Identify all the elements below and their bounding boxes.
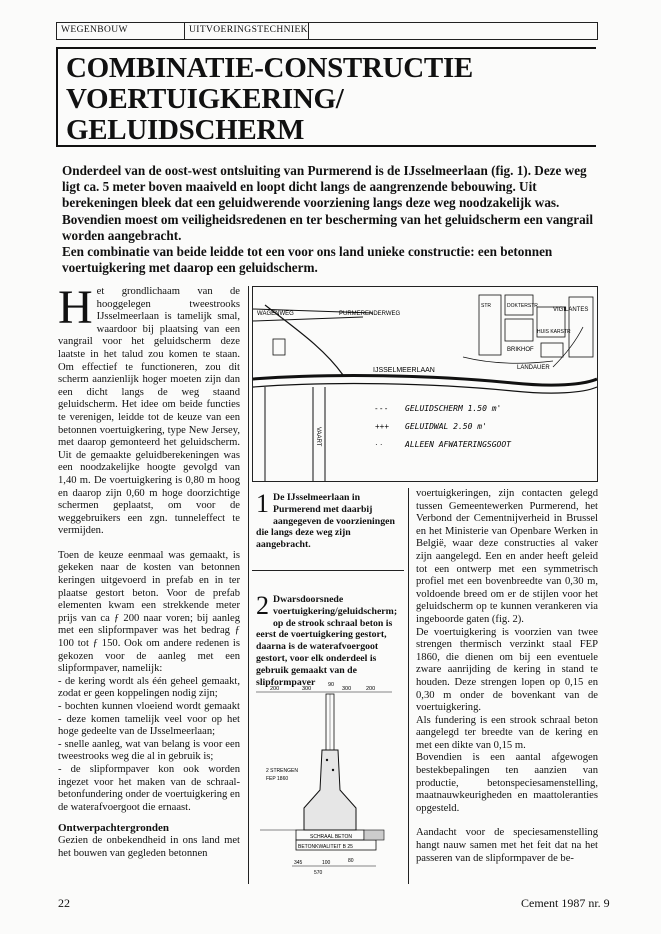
svg-text:200: 200: [366, 686, 376, 692]
body-paragraph-3: Gezien de onbekendheid in ons land met het bouwen van gegleden betonnen: [58, 834, 240, 859]
bullet-2: - bochten kunnen vloeiend wordt gemaakt - deze komen tamelijk veel voor op het hoge gedeelte van de IJsselmeerlaan;: [58, 701, 240, 738]
section-heading: Ontwerpachtergronden: [58, 822, 170, 835]
svg-text:BETONKWALITEIT B 25: BETONKWALITEIT B 25: [298, 844, 353, 850]
body-paragraph-1: Het grondlichaam van de hooggelegen tweestrooks IJsselmeerlaan is tamelijk smal, waardoor bij plaatsing van een vangrail voor het geluidscherm deze laatste in het talud zou komen te staan. Om effectief te functioneren, zou dit scherm aanzienlijk hoger moeten zijn dan een dicht langs de weg staand geluidscherm. Het idee om beide functies te verenigen, leidde tot de keuze van een betonnen voertuigkering, type New Jersey, met daarop gemonteerd het geluidscherm. Uit de gemaakte geluidberekeningen was een noodzakelijke hoogte gevolgd van 1,40 m. De voertuigkering is 0,80 m hoog en daarop zijn 0,60 m hoge doorzichtige schermen geplaatst, om voor de weggebruikers een zgn. tunneleffect te vermijden.: [58, 281, 240, 537]
drop-cap: H: [58, 281, 93, 334]
legend-3-symbol: · ·: [375, 440, 383, 449]
page-number: 22: [58, 896, 70, 910]
svg-text:300: 300: [302, 686, 312, 692]
map-label-brikhof: BRIKHOF: [507, 347, 534, 353]
map-label-huis-karstr: HUIS KARSTR: [537, 329, 571, 335]
intro-lead: [62, 163, 602, 276]
map-label-vaart: VAART: [315, 427, 321, 447]
journal-issue: Cement 1987 nr. 9: [521, 896, 610, 910]
bullet-1: - de kering wordt als één geheel gemaakt, zodat er geen koppelingen nodig zijn;: [58, 675, 240, 700]
map-label-purmerenderweg: PURMERENDERWEG: [339, 311, 401, 317]
section-tags: [56, 22, 598, 40]
intro-paragraph-1: Onderdeel van de oost-west ontsluiting van Purmerend is de IJsselmeerlaan (fig. 1). Deze weg ligt ca. 5 meter boven maaiveld en loopt dicht langs de aangrenzende bebouwing. Uit berekeningen bleek dat een geluidwerende voorziening langs deze weg noodzakelijk was. Bovendien moest om veiligheidsredenen en ter bescherming van het geluidscherm een vangrail worden aangebracht.: [62, 163, 594, 243]
tag-wegenbouw: WEGENBOUW: [57, 23, 185, 39]
map-drawing: [253, 287, 597, 481]
legend-2-symbol: +++: [375, 422, 390, 431]
column-left: [58, 281, 240, 860]
svg-text:90: 90: [328, 682, 335, 688]
figure-2-cross-section: [252, 680, 404, 880]
caption-separator: [252, 570, 404, 571]
svg-text:2 STRENGEN: 2 STRENGEN: [266, 768, 298, 774]
title-line-1: COMBINATIE-CONSTRUCTIE: [66, 52, 473, 84]
legend-3-text: ALLEEN AFWATERINGSGOOT: [405, 440, 511, 449]
figure-1-map: [252, 286, 598, 482]
svg-text:300: 300: [342, 686, 352, 692]
map-label-landauer: LANDAUER: [517, 365, 550, 371]
svg-text:345: 345: [294, 860, 303, 866]
intro-paragraph-2: Een combinatie van beide leidde tot een voor ons land unieke constructie: een betonnen voertuigkering met daarop een geluidscherm.: [62, 244, 553, 276]
column-divider-left: [248, 286, 249, 884]
svg-text:200: 200: [270, 686, 280, 692]
title-line-3: GELUIDSCHERM: [66, 114, 305, 146]
figure-2-caption: 2 Dwarsdoorsnede voertuigkering/geluidscherm; op de strook schraal beton is eerst de voertuigkering gestort, daarna is de waterafvoergoot gestort, voor elk onderdeel is gebruik gemaakt van de slipformpaver: [256, 591, 398, 688]
svg-text:570: 570: [314, 870, 323, 876]
svg-text:FEP 1860: FEP 1860: [266, 776, 289, 782]
map-label-ijsselmeerlaan: IJSSELMEERLAAN: [373, 367, 435, 374]
svg-text:SCHRAAL BETON: SCHRAAL BETON: [310, 834, 352, 840]
column-divider-right: [408, 488, 409, 884]
article-title: [56, 47, 596, 147]
svg-text:80: 80: [348, 858, 354, 864]
map-label-str: STR: [481, 303, 491, 309]
bullet-4: - de slipformpaver kon ook worden ingezet voor het maken van de schraal-betonfundering onder de voertuigkering en de waterafvoergoot die ernaast.: [58, 763, 240, 813]
bullet-3: - snelle aanleg, wat van belang is voor een tweestrooks weg die al in gebruik is;: [58, 738, 240, 763]
legend-2-text: GELUIDWAL 2.50 m': [405, 422, 487, 431]
body-paragraph-2: Toen de keuze eenmaal was gemaakt, is gekeken naar de kosten van betonnen keringen uitgevoerd in prefab en in ter plaatse gestort beton. Voor de prefab elementen kwam een strekkende meter prijs van ca ƒ 200 naar voren; bij aanleg met een slipformpaver was het bedrag ƒ 100 tot ƒ 150. Ook om andere redenen is gekozen voor de aanleg met een slipformpaver, namelijk:: [58, 549, 240, 675]
column-right: [416, 488, 598, 877]
col3-paragraph-4: Bovendien is een aantal afgewogen bestekbepalingen ten aanzien van productie, betonspeciesamenstelling, maatnauwkeurigheden en maattoleranties opgesteld.: [416, 752, 598, 814]
figure-1-caption: 1 De IJsselmeerlaan in Purmerend met daarbij aangegeven de voorzieningen die langs deze weg zijn aangebracht.: [256, 489, 395, 551]
map-label-wagenweg: WAGENWEG: [257, 311, 294, 317]
col3-paragraph-5: Aandacht voor de speciesamenstelling hangt nauw samen met het feit dat na het passeren van de slipformpaver de be-: [416, 827, 598, 864]
legend-1-symbol: - - -: [375, 404, 388, 413]
figure-2-number: 2: [256, 591, 269, 620]
col3-paragraph-2: De voertuigkering is voorzien van twee strengen thermisch verzinkt staal FEP 1860, die dienen om bij een eventuele zware aanrijding de kering in stand te houden. Deze strengen lopen op 0,15 en 0,30 m onder de bovenkant van de voertuigkering.: [416, 626, 598, 714]
title-line-2: VOERTUIGKERING/: [66, 83, 344, 115]
map-label-dokterstr: DOKTERSTR: [507, 303, 538, 309]
svg-text:100: 100: [322, 860, 331, 866]
legend-1-text: GELUIDSCHERM 1.50 m': [405, 404, 502, 413]
figure-1-number: 1: [256, 489, 269, 518]
map-label-vigilantes: VIGILANTES: [553, 307, 589, 313]
col3-paragraph-1: voertuigkeringen, zijn contacten gelegd tussen Gemeentewerken Purmerend, het Verbond der Cementnijverheid in Brussel en het Ministerie van Openbare Werken in België, waar deze constructies al vaker zijn aangelegd. Een en ander heeft geleid tot een ontwerp met een symmetrisch profiel met een bovenbreedte van 0,30 m, voldoende breed om er de stijlen voor het geluidscherm op te kunnen verankeren via ingeboorde gaten (fig. 2).: [416, 488, 598, 625]
cross-section-drawing: [252, 680, 404, 880]
col3-paragraph-3: Als fundering is een strook schraal beton aangelegd ter breedte van de kering en met een dikte van 0,15 m.: [416, 714, 598, 751]
tag-uitvoeringstechniek: UITVOERINGSTECHNIEK: [185, 23, 309, 39]
